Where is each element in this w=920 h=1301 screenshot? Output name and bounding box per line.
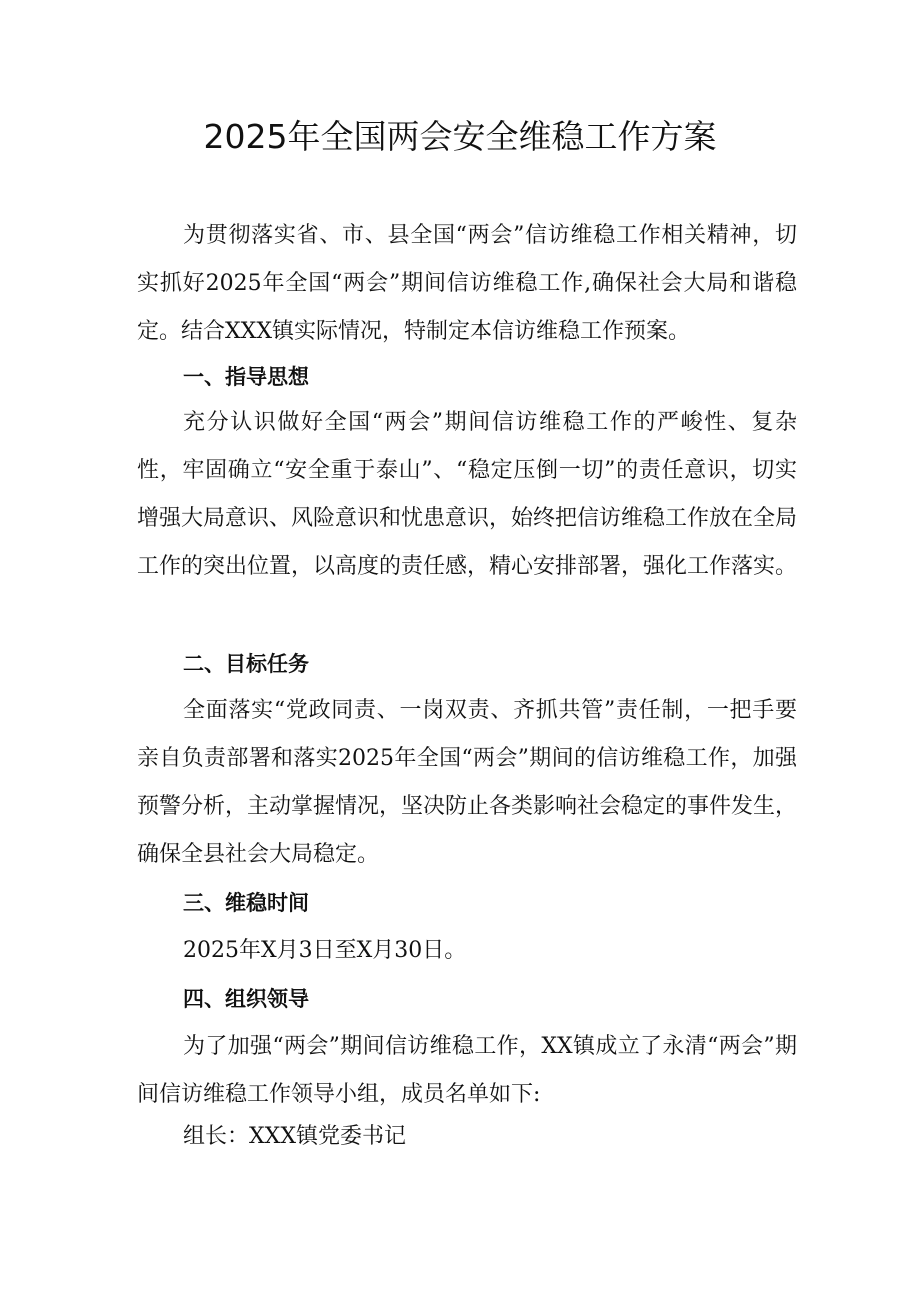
section-body-organization: 为了加强“两会”期间信访维稳工作，XX镇成立了永清“两会”期间信访维稳工作领导小组，成员名单如下: [137,1034,797,1107]
section-heading-organization: 四、组织领导 [183,987,309,1011]
section-heading-stability-period: 三、维稳时间 [183,891,309,915]
section-body-goals-tasks: 全面落实“党政同责、一岗双责、齐抓共管”责任制，一把手要亲自负责部署和落实2025年全国“两会”期间的信访维稳工作，加强预警分析，主动掌握情况，坚决防止各类影响社会稳定的事件发生，确保全县社会大局稳定。 [137,698,798,867]
section-heading-guiding-ideology: 一、指导思想 [183,365,309,389]
section-body-stability-period: 2025年X月3日至X月30日。 [183,938,467,963]
intro-paragraph: 为贯彻落实省、市、县全国“两会”信访维稳工作相关精神，切实抓好2025年全国“两会”期间信访维稳工作,确保社会大局和谐稳定。结合XXX镇实际情况，特制定本信访维稳工作预案。 [137,223,797,344]
team-leader-line: 组长：XXX镇党委书记 [183,1124,406,1149]
document-title: 2025年全国两会安全维稳工作方案 [203,117,717,156]
section-heading-goals-tasks: 二、目标任务 [183,652,309,676]
section-body-guiding-ideology: 充分认识做好全国“两会”期间信访维稳工作的严峻性、复杂性，牢固确立“安全重于泰山”、“稳定压倒一切”的责任意识，切实增强大局意识、风险意识和忧患意识，始终把信访维稳工作放在全局工作的突出位置，以高度的责任感，精心安排部署，强化工作落实。 [137,410,798,579]
